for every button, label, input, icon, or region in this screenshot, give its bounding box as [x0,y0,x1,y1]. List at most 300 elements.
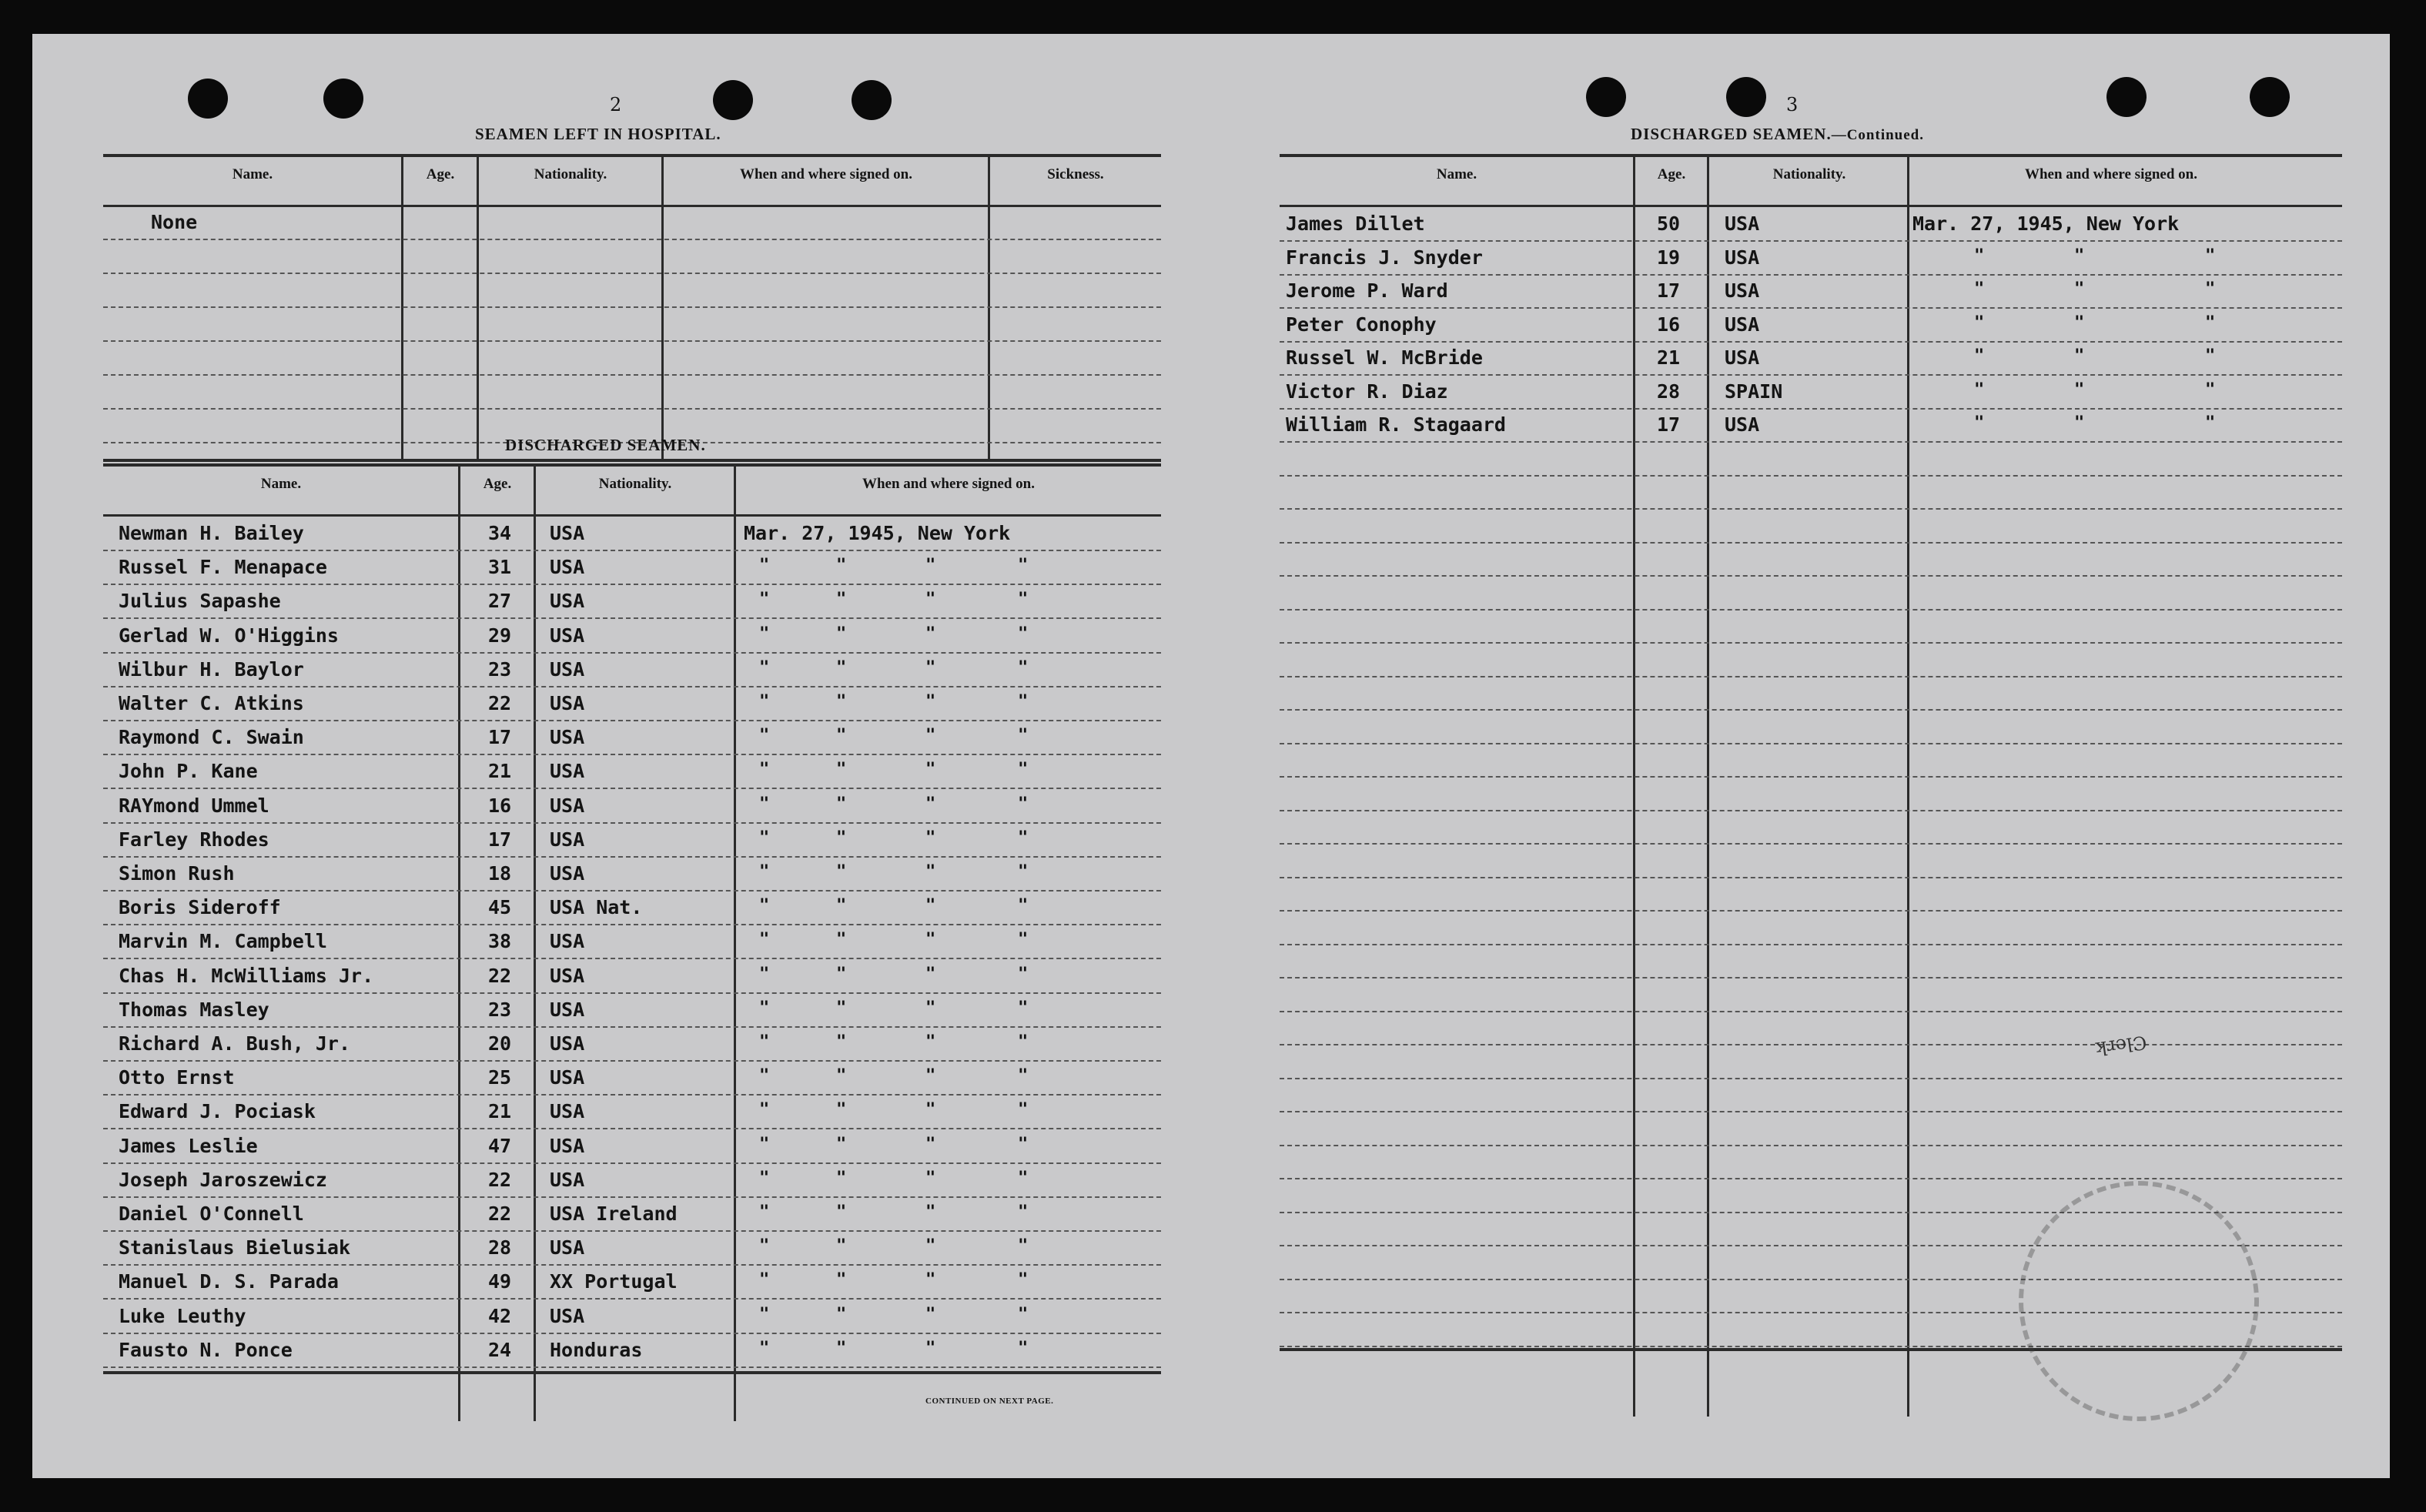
ditto-mark: " [2074,279,2085,299]
table-row [1280,307,2342,343]
nationality-cell: USA [550,1304,585,1327]
ditto-mark: " [759,862,770,881]
ditto-mark: " [925,1168,936,1188]
ditto-mark: " [836,1168,847,1188]
age-cell: 17 [488,726,512,749]
ditto-mark: " [836,828,847,848]
nationality-cell: USA [550,998,585,1021]
ditto-mark: " [1018,1134,1029,1154]
age-cell: 24 [488,1338,512,1361]
hospital-table [103,154,1161,462]
punch-hole [1586,77,1626,117]
ditto-mark: " [1018,828,1029,848]
table-row [1280,508,2342,544]
age-cell: 17 [1657,413,1681,436]
table-row [103,1094,1161,1129]
table-row [1280,910,2342,945]
table-row [1280,407,2342,443]
age-cell: 21 [488,760,512,783]
ditto-mark: " [836,624,847,644]
col-header-age: Age. [426,166,455,182]
ditto-mark: " [836,1236,847,1256]
table-row [1280,608,2342,644]
nationality-cell: Honduras [550,1338,643,1361]
ditto-mark: " [1018,896,1029,916]
table-bottom-rule [103,459,1161,462]
page-number-left: 2 [610,94,622,115]
discharged-table-left [103,463,1161,1421]
ditto-mark: " [1018,590,1029,610]
table-row [103,652,1161,687]
ditto-mark: " [836,692,847,711]
ditto-mark: " [2205,413,2216,433]
age-cell: 22 [488,964,512,987]
name-cell: Richard A. Bush, Jr. [119,1032,351,1055]
table-row [103,1129,1161,1164]
name-cell: James Dillet [1286,212,1425,235]
col-header-nationality: Nationality. [1772,166,1846,182]
age-cell: 23 [488,998,512,1021]
table-row [103,992,1161,1028]
document-sheet [32,34,2390,1478]
table-row [103,516,1161,551]
name-cell: Fausto N. Ponce [119,1338,293,1361]
name-cell: Daniel O'Connell [119,1203,304,1225]
table-row [103,1230,1161,1266]
col-header-name: Name. [260,476,302,492]
table-row [103,720,1161,755]
ditto-mark: " [2205,313,2216,333]
ditto-mark: " [759,1304,770,1324]
ditto-mark: " [759,760,770,780]
age-cell: 31 [488,556,512,579]
ditto-mark: " [925,998,936,1018]
name-cell: Gerlad W. O'Higgins [119,624,339,647]
ditto-mark: " [1018,1270,1029,1290]
ditto-mark: " [759,657,770,677]
nationality-cell: USA [550,828,585,851]
table-row [1280,340,2342,376]
col-header-signed-on: When and where signed on. [862,476,1035,492]
ditto-mark: " [925,828,936,848]
ditto-mark: " [759,1236,770,1256]
col-header-signed-on: When and where signed on. [739,166,912,182]
age-cell: 19 [1657,246,1681,269]
table-row [1280,809,2342,845]
name-cell: John P. Kane [119,760,258,783]
table-row [103,822,1161,858]
name-cell: Farley Rhodes [119,828,269,851]
table-row [103,1333,1161,1368]
nationality-cell: USA [550,726,585,749]
ditto-mark: " [925,1304,936,1324]
nationality-cell: USA [550,1168,585,1191]
ditto-mark: " [2074,380,2085,400]
nationality-cell: USA [550,522,585,544]
nationality-cell: USA [550,657,585,681]
name-cell: Wilbur H. Baylor [119,657,304,681]
ditto-mark: " [836,896,847,916]
table-row [1280,1111,2342,1146]
ditto-mark: " [1974,246,1985,266]
ditto-mark: " [2074,313,2085,333]
nationality-cell: USA [550,1032,585,1055]
name-cell: Stanislaus Bielusiak [119,1236,351,1259]
ditto-mark: " [759,1203,770,1222]
ditto-mark: " [925,590,936,610]
nationality-cell: USA [550,794,585,817]
name-cell: Julius Sapashe [119,590,281,613]
ditto-mark: " [1018,760,1029,780]
ditto-mark: " [836,760,847,780]
ditto-mark: " [836,1270,847,1290]
ditto-mark: " [836,1134,847,1154]
ditto-mark: " [925,1134,936,1154]
age-cell: 28 [1657,380,1681,403]
ditto-mark: " [925,657,936,677]
ditto-mark: " [1018,726,1029,746]
ditto-mark: " [925,964,936,984]
name-cell: Raymond C. Swain [119,726,304,749]
name-cell: Simon Rush [119,862,235,885]
ditto-mark: " [1018,1338,1029,1358]
hospital-row [103,239,1161,274]
age-cell: 22 [488,692,512,714]
table-row [103,1162,1161,1198]
col-header-nationality: Nationality. [598,476,672,492]
name-cell: James Leslie [119,1134,258,1157]
ditto-mark: " [759,828,770,848]
ditto-mark: " [925,1100,936,1120]
age-cell: 38 [488,930,512,953]
ditto-mark: " [925,1203,936,1222]
table-row [1280,709,2342,744]
ditto-mark: " [836,1338,847,1358]
ditto-mark: " [925,862,936,881]
nationality-cell: USA [550,556,585,579]
ditto-mark: " [925,896,936,916]
ditto-mark: " [1018,964,1029,984]
age-cell: 16 [488,794,512,817]
ditto-mark: " [1018,1100,1029,1120]
age-cell: 21 [488,1100,512,1123]
nationality-cell: USA [550,590,585,613]
ditto-mark: " [2205,346,2216,366]
ditto-mark: " [2205,380,2216,400]
ditto-mark: " [1018,692,1029,711]
table-row [1280,642,2342,677]
nationality-cell: USA [550,760,585,783]
age-cell: 27 [488,590,512,613]
table-row [103,1026,1161,1062]
ditto-mark: " [925,1338,936,1358]
name-cell: None [151,211,198,233]
nationality-cell: USA [550,1066,585,1089]
table-row [103,1299,1161,1334]
ditto-mark: " [759,726,770,746]
ditto-mark: " [925,556,936,576]
nationality-cell: USA [550,1134,585,1157]
age-cell: 21 [1657,346,1681,369]
table-row [1280,943,2342,978]
col-header-nationality: Nationality. [534,166,607,182]
signed-on-cell: Mar. 27, 1945, New York [744,522,1011,544]
age-cell: 23 [488,657,512,681]
ditto-mark: " [759,1338,770,1358]
clerk-signature: Clerk [2094,1031,2148,1060]
table-row [103,788,1161,824]
name-cell: William R. Stagaard [1286,413,1506,436]
name-cell: Boris Sideroff [119,896,281,919]
ditto-mark: " [836,1066,847,1086]
title-text: DISCHARGED SEAMEN. [1631,125,1832,143]
ditto-mark: " [759,1066,770,1086]
name-cell: Russel F. Menapace [119,556,327,579]
nationality-cell: USA [550,930,585,953]
ditto-mark: " [836,556,847,576]
ditto-mark: " [1018,657,1029,677]
ditto-mark: " [925,624,936,644]
table-row [103,958,1161,994]
hospital-row [103,374,1161,410]
nationality-cell: USA Nat. [550,896,643,919]
ditto-mark: " [759,930,770,950]
table-row [1280,1077,2342,1112]
name-cell: Edward J. Pociask [119,1100,316,1123]
ditto-mark: " [1018,1304,1029,1324]
table-row [1280,843,2342,878]
ditto-mark: " [1018,1066,1029,1086]
nationality-cell: USA [550,692,585,714]
name-cell: Newman H. Bailey [119,522,304,544]
punch-hole [713,80,753,120]
table-row [103,618,1161,654]
age-cell: 50 [1657,212,1681,235]
col-header-name: Name. [1436,166,1477,182]
ditto-mark: " [836,964,847,984]
table-row [1280,240,2342,276]
punch-hole [323,79,363,119]
col-header-age: Age. [1657,166,1686,182]
hospital-row [103,273,1161,308]
table-row [1280,541,2342,577]
ditto-mark: " [836,930,847,950]
ditto-mark: " [1974,380,1985,400]
title-suffix: —Continued. [1831,127,1924,143]
ditto-mark: " [925,760,936,780]
name-cell: Walter C. Atkins [119,692,304,714]
table-row [1280,273,2342,309]
age-cell: 22 [488,1203,512,1225]
table-row [103,1196,1161,1232]
punch-hole [188,79,228,119]
faded-stamp [2019,1181,2259,1421]
name-cell: Thomas Masley [119,998,269,1021]
table-row [1280,977,2342,1012]
ditto-mark: " [836,794,847,814]
ditto-mark: " [1018,624,1029,644]
continued-note: CONTINUED ON NEXT PAGE. [925,1397,1054,1406]
table-bottom-rule [103,1371,1161,1374]
ditto-mark: " [836,1304,847,1324]
table-row [1280,776,2342,811]
table-row [1280,374,2342,410]
table-row [1280,1144,2342,1179]
ditto-mark: " [1018,1236,1029,1256]
ditto-mark: " [836,998,847,1018]
table-row [103,1264,1161,1300]
ditto-mark: " [1018,556,1029,576]
punch-hole [2106,77,2147,117]
ditto-mark: " [925,692,936,711]
ditto-mark: " [759,794,770,814]
ditto-mark: " [1018,1032,1029,1052]
ditto-mark: " [1018,794,1029,814]
table-row [103,686,1161,721]
age-cell: 16 [1657,313,1681,336]
nationality-cell: USA [1725,413,1760,436]
punch-hole [2250,77,2290,117]
ditto-mark: " [925,1236,936,1256]
name-cell: Victor R. Diaz [1286,380,1448,403]
nationality-cell: USA [550,1100,585,1123]
table-row [1280,575,2342,610]
col-header-name: Name. [232,166,273,182]
ditto-mark: " [759,1032,770,1052]
table-row [103,924,1161,959]
ditto-mark: " [1974,346,1985,366]
ditto-mark: " [925,726,936,746]
name-cell: Otto Ernst [119,1066,235,1089]
name-cell: Russel W. McBride [1286,346,1483,369]
ditto-mark: " [925,930,936,950]
name-cell: Peter Conophy [1286,313,1437,336]
ditto-mark: " [759,556,770,576]
age-cell: 42 [488,1304,512,1327]
table-row [103,754,1161,789]
table-row [1280,876,2342,912]
age-cell: 49 [488,1270,512,1293]
table-row [1280,474,2342,510]
ditto-mark: " [759,1168,770,1188]
nationality-cell: USA [550,1236,585,1259]
table-row [1280,441,2342,477]
ditto-mark: " [925,1066,936,1086]
name-cell: Jerome P. Ward [1286,279,1448,302]
table-row [1280,206,2342,242]
hospital-row [103,306,1161,342]
ditto-mark: " [1974,413,1985,433]
signed-on-cell: Mar. 27, 1945, New York [1912,212,2180,235]
age-cell: 25 [488,1066,512,1089]
ditto-mark: " [925,1032,936,1052]
ditto-mark: " [836,1203,847,1222]
punch-hole [852,80,892,120]
ditto-mark: " [2205,279,2216,299]
ditto-mark: " [1018,930,1029,950]
ditto-mark: " [759,624,770,644]
nationality-cell: USA [1725,246,1760,269]
ditto-mark: " [836,1100,847,1120]
table-row [103,856,1161,891]
ditto-mark: " [836,726,847,746]
nationality-cell: USA [550,862,585,885]
ditto-mark: " [1974,279,1985,299]
col-header-sickness: Sickness. [1047,166,1104,182]
nationality-cell: USA [1725,313,1760,336]
table-row [1280,1010,2342,1045]
nationality-cell: USA [1725,346,1760,369]
ditto-mark: " [2074,346,2085,366]
col-header-signed-on: When and where signed on. [2024,166,2197,182]
name-cell: Chas H. McWilliams Jr. [119,964,374,987]
table-row [103,890,1161,925]
hospital-title: SEAMEN LEFT IN HOSPITAL. [475,125,721,143]
table-row [103,584,1161,619]
ditto-mark: " [2074,413,2085,433]
name-cell: Manuel D. S. Parada [119,1270,339,1293]
age-cell: 29 [488,624,512,647]
ditto-mark: " [836,657,847,677]
ditto-mark: " [759,1100,770,1120]
hospital-row [103,340,1161,376]
name-cell: Francis J. Snyder [1286,246,1483,269]
ditto-mark: " [759,590,770,610]
ditto-mark: " [836,862,847,881]
ditto-mark: " [759,896,770,916]
name-cell: Luke Leuthy [119,1304,246,1327]
page-number-right: 3 [1786,94,1799,115]
name-cell: RAYmond Ummel [119,794,269,817]
name-cell: Marvin M. Campbell [119,930,327,953]
ditto-mark: " [759,692,770,711]
age-cell: 28 [488,1236,512,1259]
nationality-cell: XX Portugal [550,1270,678,1293]
ditto-mark: " [1018,1203,1029,1222]
punch-hole [1726,77,1766,117]
ditto-mark: " [1974,313,1985,333]
age-cell: 17 [488,828,512,851]
age-cell: 18 [488,862,512,885]
ditto-mark: " [759,1134,770,1154]
table-row [1280,1044,2342,1079]
ditto-mark: " [1018,1168,1029,1188]
nationality-cell: USA [550,624,585,647]
col-header-age: Age. [483,476,512,492]
nationality-cell: USA [550,964,585,987]
table-row [1280,742,2342,778]
table-row [1280,675,2342,711]
age-cell: 22 [488,1168,512,1191]
ditto-mark: " [2205,246,2216,266]
ditto-mark: " [836,1032,847,1052]
age-cell: 20 [488,1032,512,1055]
age-cell: 17 [1657,279,1681,302]
nationality-cell: USA [1725,279,1760,302]
ditto-mark: " [836,590,847,610]
nationality-cell: USA [1725,212,1760,235]
discharged-title-right [1631,125,1924,144]
name-cell: Joseph Jaroszewicz [119,1168,327,1191]
ditto-mark: " [2074,246,2085,266]
discharged-title-left: DISCHARGED SEAMEN. [505,436,706,454]
nationality-cell: USA Ireland [550,1203,678,1225]
table-row [103,550,1161,585]
ditto-mark: " [925,794,936,814]
age-cell: 45 [488,896,512,919]
table-row [103,1060,1161,1096]
ditto-mark: " [1018,862,1029,881]
